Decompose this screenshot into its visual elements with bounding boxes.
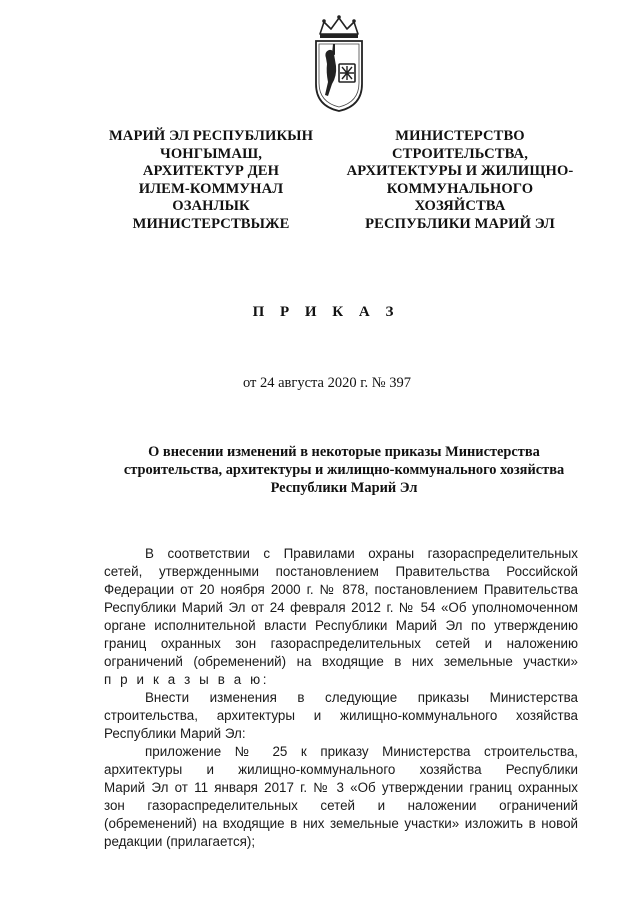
header-right-line: МИНИСТЕРСТВО: [395, 128, 525, 144]
body-line: границ охранных зон газораспределительных сетей и наложению: [104, 636, 578, 651]
header-right-line: КОММУНАЛЬНОГО: [386, 180, 534, 197]
header-left-line: ОЗАНЛЫК: [172, 198, 250, 215]
coat-of-arms-icon: [306, 14, 372, 114]
body-line: Марий Эл от 11 января 2017 г. № 3 «Об утверждении границ охранных: [104, 780, 578, 795]
header-left-line: АРХИТЕКТУР ДЕН: [142, 163, 280, 180]
body-line: Федерации от 20 ноября 2000 г. № 878, постановлением Правительства: [104, 582, 578, 597]
subject-line: Республики Марий Эл: [270, 479, 418, 496]
body-line: (обременений) на входящие в них земельные участки» изложить в новой: [104, 816, 578, 831]
order-subject: [96, 444, 592, 497]
body-line: В соответствии с Правилами охраны газораспределительных: [145, 546, 578, 561]
body-line: зон газораспределительных сетей и наложении ограничений: [104, 798, 578, 813]
subject-line: О внесении изменений в некоторые приказы Министерства: [148, 444, 540, 460]
header-ministry-mari: [100, 128, 322, 234]
header-right-line: ХОЗЯЙСТВА: [414, 198, 506, 215]
header-right-line: РЕСПУБЛИКИ МАРИЙ ЭЛ: [365, 215, 555, 232]
body-line: архитектуры и жилищно-коммунального хозяйства Республики: [104, 762, 578, 777]
body-line: ограничений (обременений) на вxодящие в них земельные участки»: [104, 654, 578, 669]
header-left-line: МИНИСТЕРСТВЫЖЕ: [132, 215, 290, 232]
header-left-line: МАРИЙ ЭЛ РЕСПУБЛИКЫН: [108, 128, 314, 144]
body-line: органе исполнительной власти Республики Марий Эл по утверждению: [104, 618, 578, 633]
order-title: П Р И К А З: [252, 304, 400, 320]
order-date-number: от 24 августа 2020 г. № 397: [242, 375, 412, 391]
subject-line: строительства, архитектуры и жилищно-коммунального хозяйства: [123, 461, 565, 478]
body-line: Внести изменения в следующие приказы Министерства: [145, 690, 578, 705]
body-line: строительства, архитектуры и жилищно-коммунального хозяйства: [104, 708, 578, 723]
body-line: сетей, утвержденными постановлением Правительства Российской: [104, 564, 578, 579]
header-ministry-russian: [336, 128, 584, 234]
header-left-line: ЧОНГЫМАШ,: [160, 145, 262, 162]
body-line: приложение № 25 к приказу Министерства строительства,: [145, 744, 578, 759]
header-right-line: СТРОИТЕЛЬСТВА,: [392, 145, 528, 162]
order-word: п р и к а з ы в а ю:: [104, 672, 270, 687]
header-left-line: ИЛЕМ-КОММУНАЛ: [138, 180, 284, 197]
header-right-line: АРХИТЕКТУРЫ И ЖИЛИЩНО-: [346, 163, 574, 180]
body-line: Республики Марий Эл от 24 февраля 2012 г. № 54 «Об уполномоченном: [104, 600, 578, 615]
body-line: Республики Марий Эл:: [104, 726, 246, 741]
order-body: [104, 545, 578, 851]
body-line: редакции (прилагается);: [104, 834, 256, 849]
